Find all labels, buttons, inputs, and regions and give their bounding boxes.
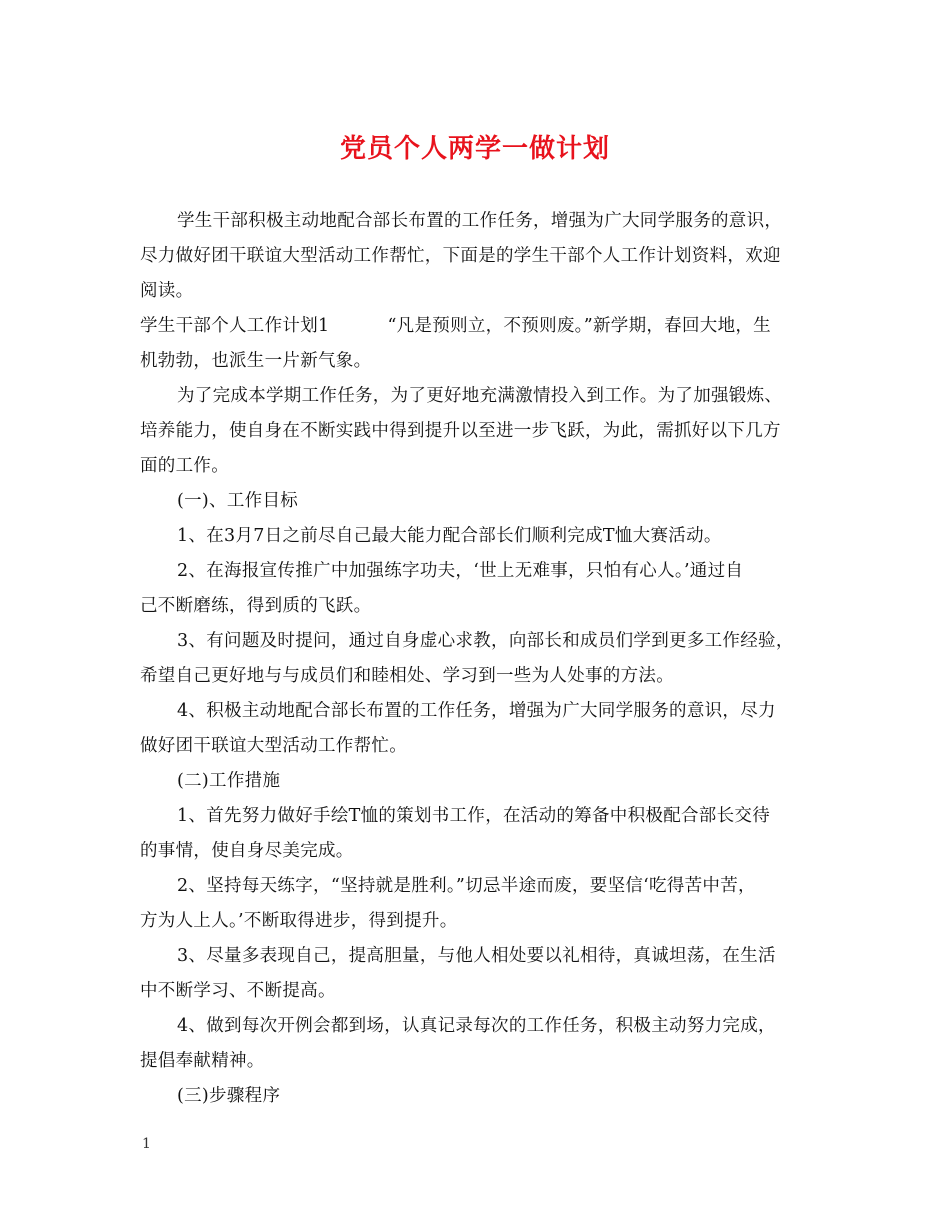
list-item: 2、在海报宣传推广中加强练字功夫，‘世上无难事，只怕有心人。’通过自 xyxy=(177,561,744,581)
list-item: 2、坚持每天练字，“坚持就是胜利。”切忌半途而废，要坚信‘吃得苦中苦， xyxy=(177,876,756,896)
paragraph-line: 阅读。 xyxy=(140,281,194,301)
paragraph-line: 做好团干联谊大型活动工作帮忙。 xyxy=(140,736,407,756)
plan-heading-line xyxy=(140,309,816,344)
paragraph-line: 己不断磨练，得到质的飞跃。 xyxy=(140,596,372,616)
paragraph-line: 面的工作。 xyxy=(140,456,229,476)
paragraph-line: 希望自己更好地与与成员们和睦相处、学习到一些为人处事的方法。 xyxy=(140,666,674,686)
page-number: 1 xyxy=(142,1136,151,1152)
list-item: 1、在3月7日之前尽自己最大能力配合部长们顺利完成T恤大赛活动。 xyxy=(177,526,722,546)
plan-heading: 学生干部个人工作计划1 xyxy=(140,316,330,336)
paragraph-line: 学生干部积极主动地配合部长布置的工作任务，增强为广大同学服务的意识， xyxy=(177,211,783,231)
paragraph-line: 培养能力，使自身在不断实践中得到提升以至进一步飞跃，为此，需抓好以下几方 xyxy=(140,421,781,441)
paragraph-line: 的事情，使自身尽美完成。 xyxy=(140,841,354,861)
list-item: 3、尽量多表现自己，提高胆量，与他人相处要以礼相待，真诚坦荡，在生活 xyxy=(177,946,776,966)
list-item: 3、有问题及时提问，通过自身虚心求教，向部长和成员们学到更多工作经验， xyxy=(177,631,794,651)
paragraph-line: 方为人上人。’不断取得进步，得到提升。 xyxy=(140,911,458,931)
section-heading: (二)工作措施 xyxy=(177,771,281,791)
list-item: 4、做到每次开例会都到场，认真记录每次的工作任务，积极主动努力完成， xyxy=(177,1016,776,1036)
list-item: 1、首先努力做好手绘T恤的策划书工作，在活动的筹备中积极配合部长交待 xyxy=(177,806,771,826)
section-heading: (三)步骤程序 xyxy=(177,1086,281,1106)
paragraph-line: 尽力做好团干联谊大型活动工作帮忙，下面是的学生干部个人工作计划资料，欢迎 xyxy=(140,246,781,266)
document-body xyxy=(140,204,816,1114)
paragraph-line: 机勃勃，也派生一片新气象。 xyxy=(140,351,372,371)
paragraph-line: “凡是预则立，不预则废。”新学期，春回大地，生 xyxy=(387,316,771,336)
paragraph-line: 为了完成本学期工作任务，为了更好地充满激情投入到工作。为了加强锻炼、 xyxy=(177,386,783,406)
paragraph-line: 中不断学习、不断提高。 xyxy=(140,981,336,1001)
document-title: 党员个人两学一做计划 xyxy=(339,134,610,164)
section-heading: (一)、工作目标 xyxy=(177,491,299,511)
paragraph-line: 提倡奉献精神。 xyxy=(140,1051,265,1071)
list-item: 4、积极主动地配合部长布置的工作任务，增强为广大同学服务的意识，尽力 xyxy=(177,701,776,721)
